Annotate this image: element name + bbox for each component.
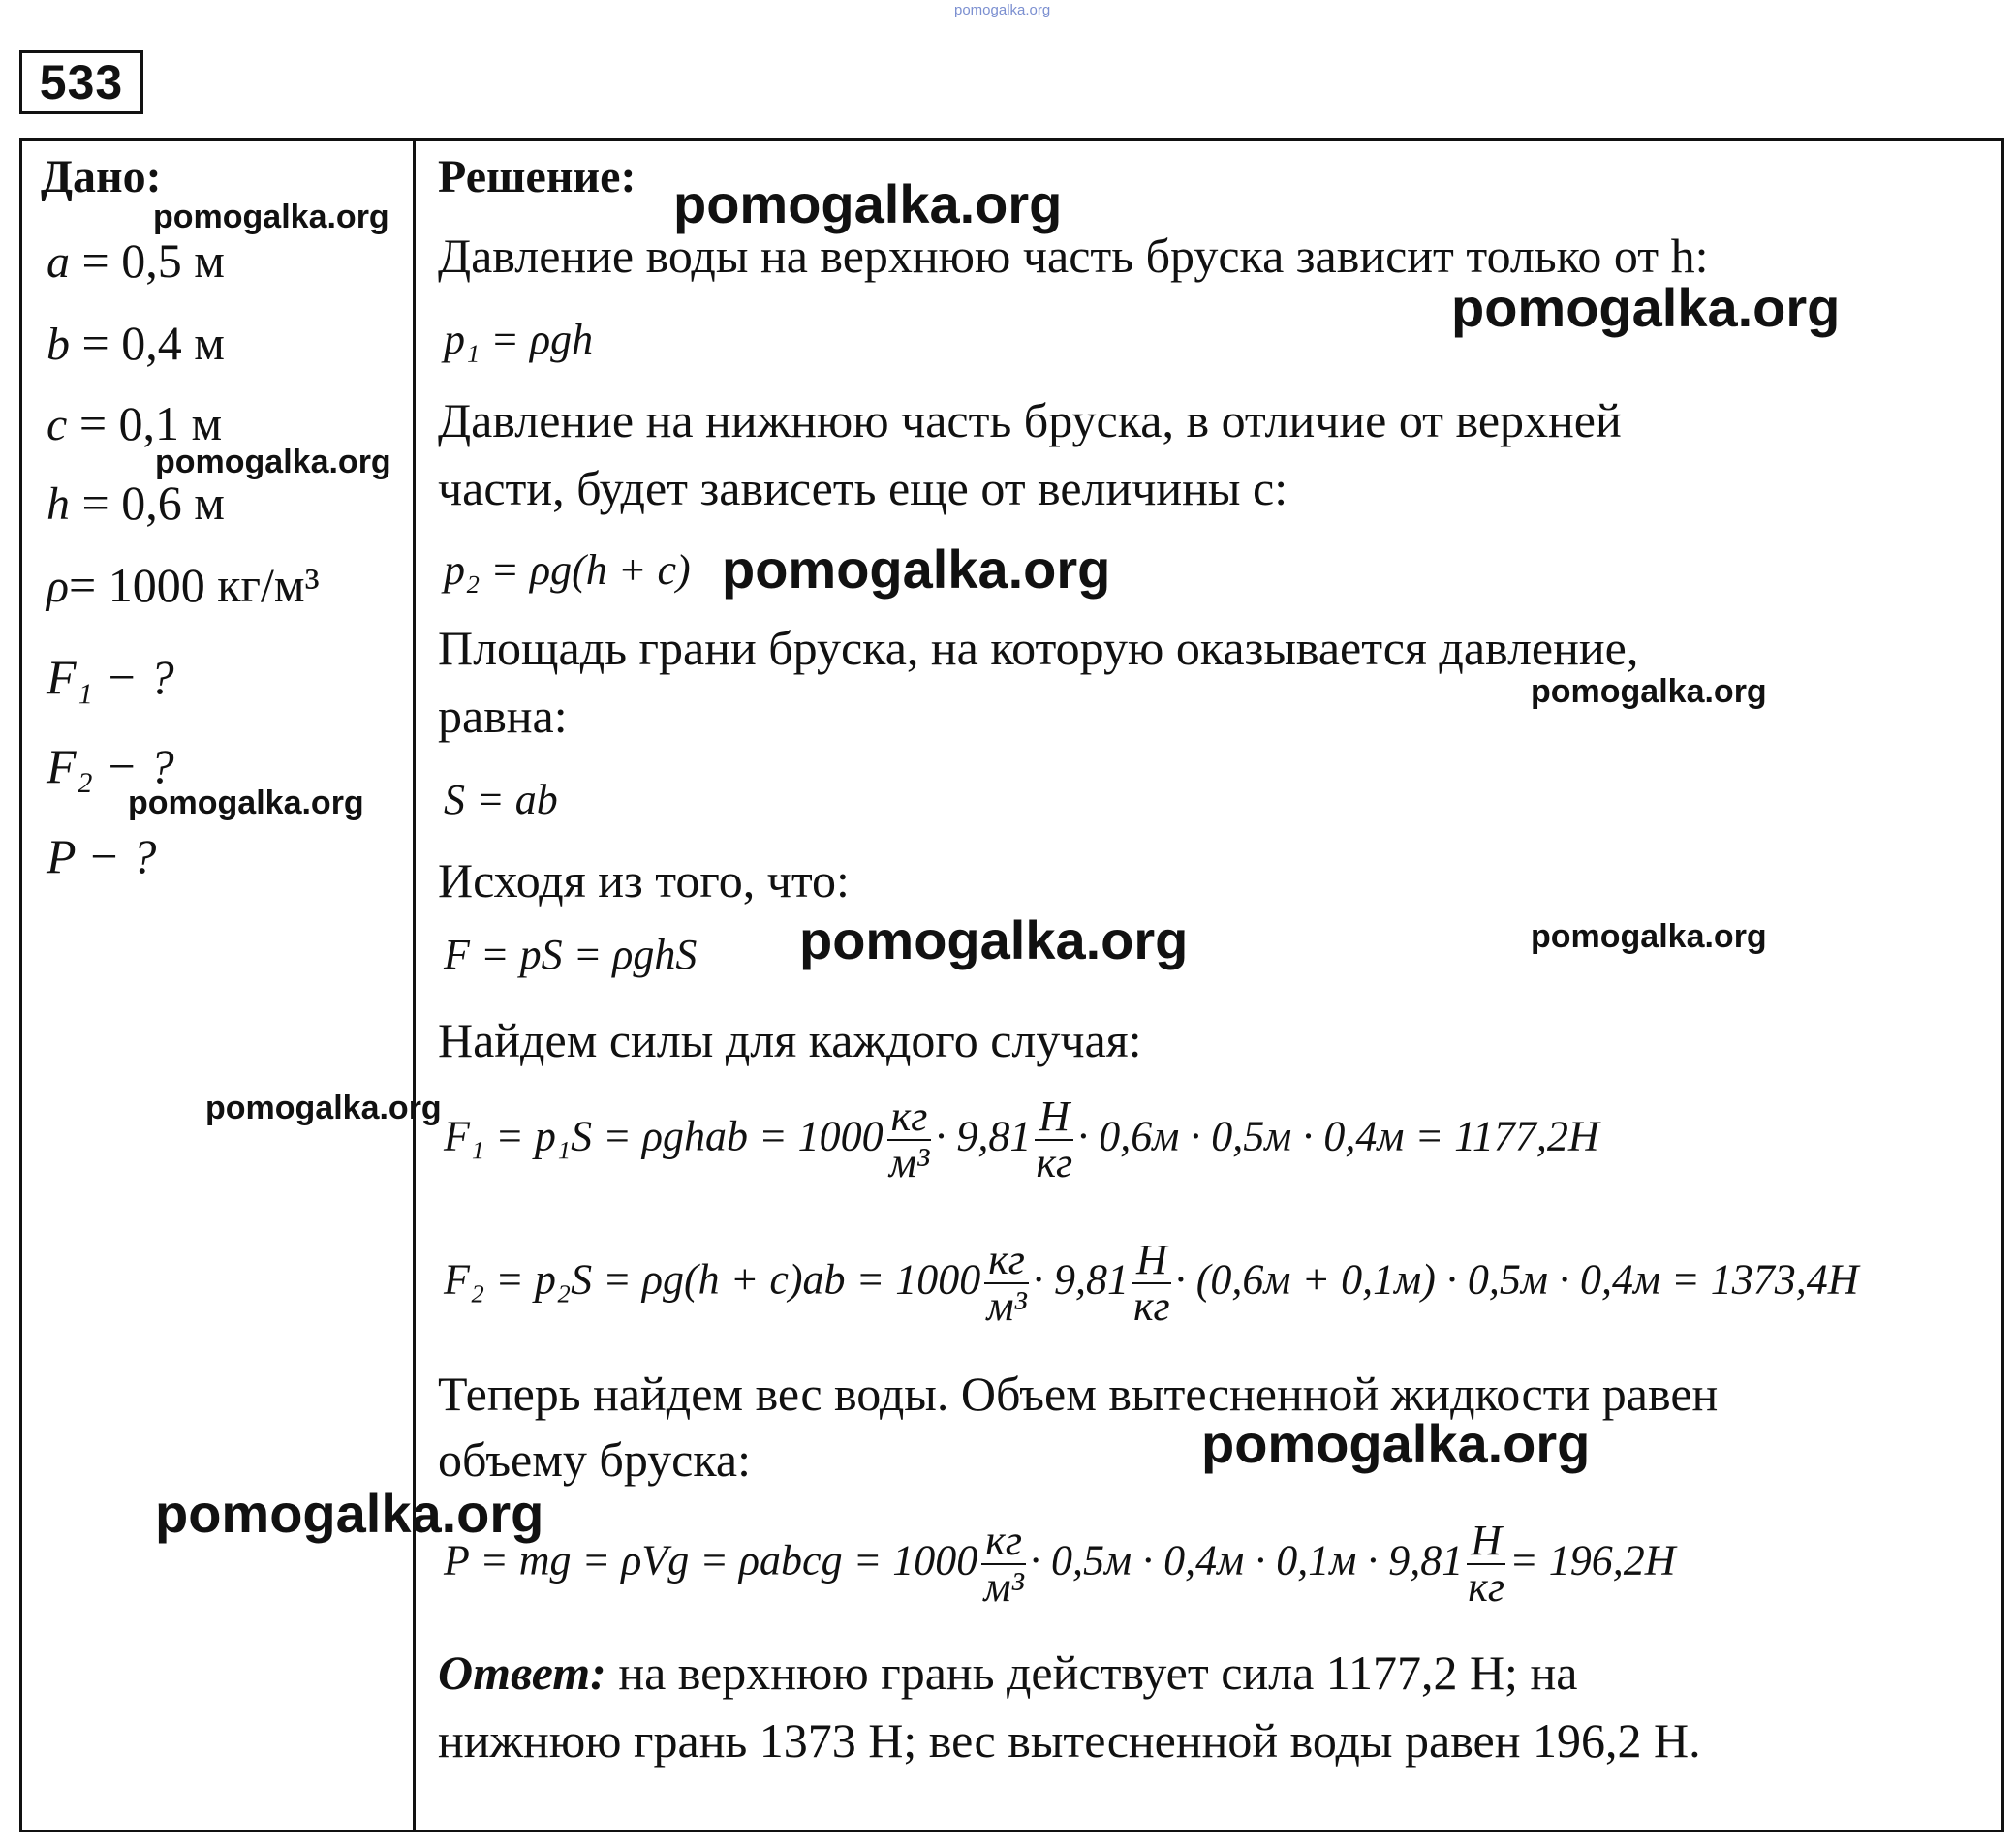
formula-area: S = ab xyxy=(444,776,558,823)
watermark: pomogalka.org xyxy=(722,538,1111,600)
eq-mid: · 0,5м · 0,4м · 0,1м · 9,81 xyxy=(1030,1536,1464,1584)
watermark: pomogalka.org xyxy=(1451,277,1841,338)
unit-numerator: кг xyxy=(887,1094,932,1141)
text-top-pressure: Давление воды на верхнюю часть бруска зависит только от h: xyxy=(438,229,1709,283)
given-h xyxy=(47,475,225,531)
solution-title: Решение: xyxy=(438,151,636,202)
text-area-2: равна: xyxy=(438,689,568,743)
eq-rhs: · (0,6м + 0,1м) · 0,5м · 0,4м = 1373,4Н xyxy=(1174,1255,1859,1304)
unit-denominator: м³ xyxy=(888,1139,930,1187)
text-bottom-pressure-1: Давление на нижнюю часть бруска, в отличие от верхней xyxy=(438,393,1622,447)
given-title: Дано: xyxy=(41,151,162,202)
unit-numerator: кг xyxy=(984,1238,1029,1284)
unit-denominator: м³ xyxy=(983,1563,1024,1612)
unknown-f2: F₂ − ? xyxy=(47,739,174,793)
given-symbol: b xyxy=(47,319,70,370)
unit-fraction xyxy=(887,1094,932,1185)
eq-lhs: F₂ = p₂S = ρg(h + c)ab = 1000 xyxy=(444,1255,981,1304)
watermark: pomogalka.org xyxy=(799,909,1189,970)
watermark: pomogalka.org xyxy=(128,785,364,821)
watermark: pomogalka.org xyxy=(673,173,1063,234)
text-water-weight-2: объему бруска: xyxy=(438,1432,751,1487)
eq-mid: · 9,81 xyxy=(1032,1255,1129,1304)
unknown-f1: F₁ − ? xyxy=(47,650,174,704)
given-symbol: c xyxy=(47,399,68,450)
column-divider xyxy=(413,138,416,1832)
formula-force: F = pS = ρghS xyxy=(444,931,698,978)
unit-denominator: кг xyxy=(1468,1563,1505,1612)
equation-weight xyxy=(444,1519,1676,1610)
equation-f2 xyxy=(444,1238,1859,1329)
watermark: pomogalka.org xyxy=(1531,918,1767,955)
given-b xyxy=(47,315,225,371)
given-symbol: h xyxy=(47,478,70,530)
unit-numerator: кг xyxy=(981,1519,1026,1565)
problem-number: 533 xyxy=(19,50,143,114)
answer-line-1 xyxy=(438,1645,1577,1701)
unit-denominator: м³ xyxy=(986,1282,1027,1331)
given-value: = 0,6 м xyxy=(70,476,225,530)
formula-p1: p₁ = ρgh xyxy=(444,316,594,363)
answer-line-2: нижнюю грань 1373 Н; вес вытесненной воды равен 196,2 Н. xyxy=(438,1713,1701,1768)
unit-fraction xyxy=(984,1238,1029,1329)
eq-rhs: = 196,2Н xyxy=(1509,1536,1676,1584)
unit-numerator: Н xyxy=(1132,1238,1171,1284)
watermark: pomogalka.org xyxy=(155,1483,544,1544)
equation-f1 xyxy=(444,1094,1599,1185)
unit-denominator: кг xyxy=(1036,1139,1073,1187)
given-symbol: ρ xyxy=(47,561,70,612)
unit-fraction xyxy=(1035,1094,1073,1185)
unknown-p: P − ? xyxy=(47,829,157,883)
given-value: = 1000 кг/м³ xyxy=(69,558,320,612)
text-area-1: Площадь грани бруска, на которую оказывается давление, xyxy=(438,621,1639,675)
given-value: = 0,5 м xyxy=(70,233,225,288)
given-value: = 0,4 м xyxy=(70,316,225,370)
text-water-weight-1: Теперь найдем вес воды. Объем вытесненной жидкости равен xyxy=(438,1367,1719,1421)
text-find-forces: Найдем силы для каждого случая: xyxy=(438,1013,1142,1067)
watermark: pomogalka.org xyxy=(1531,673,1767,710)
text-given-that: Исходя из того, что: xyxy=(438,853,850,908)
given-symbol: a xyxy=(47,236,70,288)
eq-lhs: P = mg = ρVg = ρabcg = 1000 xyxy=(444,1536,978,1584)
watermark: pomogalka.org xyxy=(205,1090,442,1126)
unit-fraction xyxy=(1467,1519,1505,1610)
unit-numerator: Н xyxy=(1467,1519,1505,1565)
eq-mid: · 9,81 xyxy=(935,1112,1032,1160)
eq-rhs: · 0,6м · 0,5м · 0,4м = 1177,2Н xyxy=(1077,1112,1599,1160)
eq-lhs: F₁ = p₁S = ρghab = 1000 xyxy=(444,1112,884,1160)
given-value: = 0,1 м xyxy=(67,396,223,450)
unit-denominator: кг xyxy=(1132,1282,1170,1331)
unit-fraction xyxy=(981,1519,1026,1610)
watermark: pomogalka.org xyxy=(153,199,389,235)
unit-numerator: Н xyxy=(1035,1094,1073,1141)
top-watermark: pomogalka.org xyxy=(954,2,1051,18)
text-bottom-pressure-2: части, будет зависеть еще от величины с: xyxy=(438,461,1288,515)
answer-text: на верхнюю грань действует сила 1177,2 Н; на xyxy=(605,1646,1578,1700)
unit-fraction xyxy=(1132,1238,1171,1329)
given-a xyxy=(47,232,225,289)
watermark: pomogalka.org xyxy=(1201,1413,1591,1474)
given-rho xyxy=(47,557,320,613)
formula-p2: p₂ = ρg(h + c) xyxy=(444,546,691,594)
watermark: pomogalka.org xyxy=(155,444,391,480)
answer-label: Ответ: xyxy=(438,1646,606,1700)
